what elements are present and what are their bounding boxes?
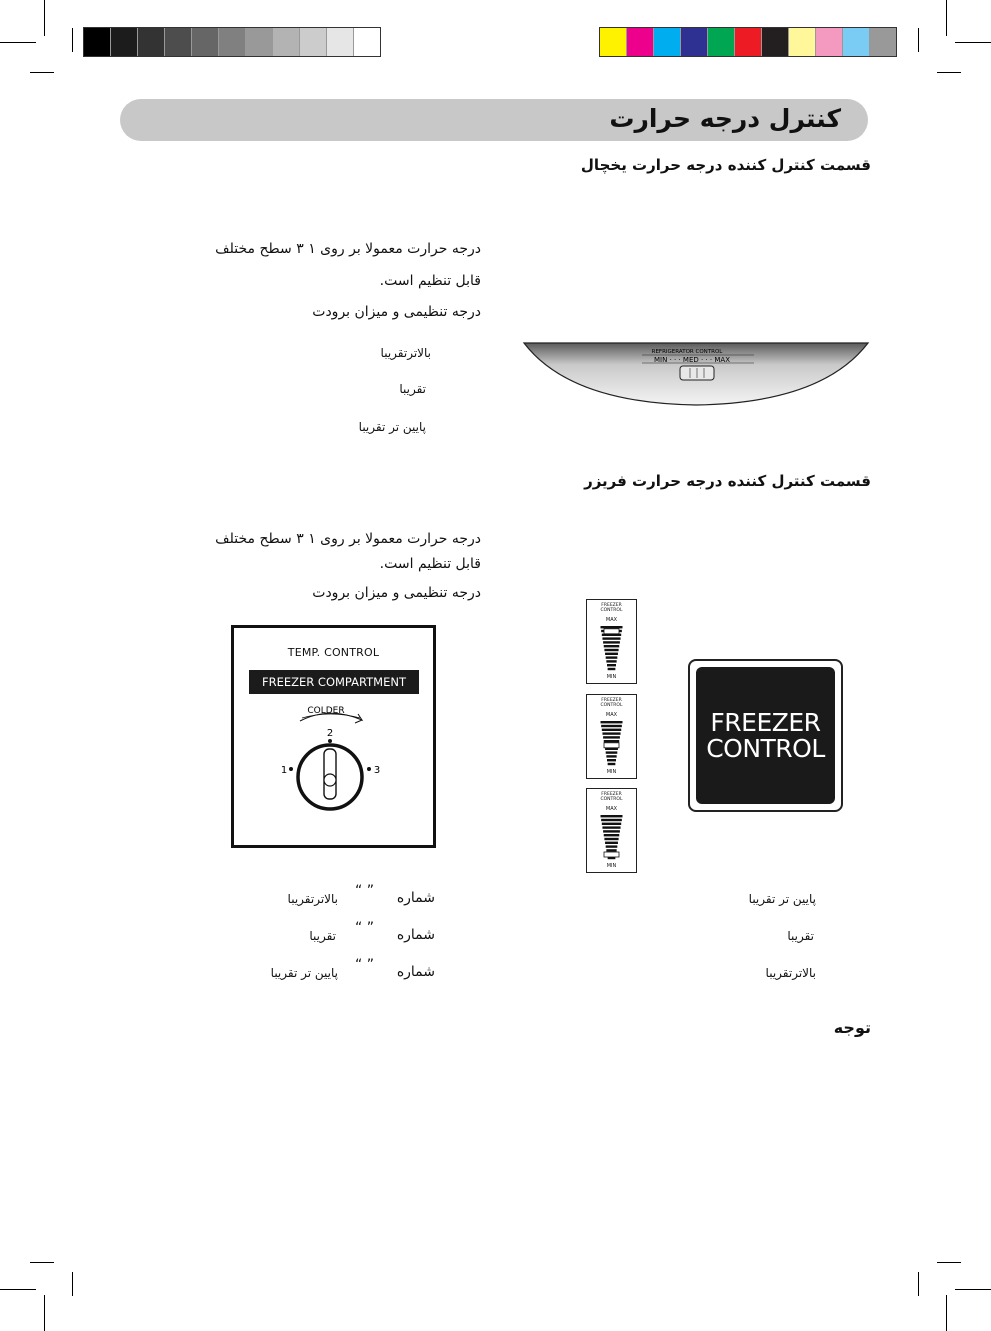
refrigerator-control-panel [522,341,870,407]
swatch [354,28,380,56]
fridge-text-line-3: درجه تنظیمی و میزان برودت [312,304,481,320]
dial-level-3-value: پایین تر تقریبا [270,966,338,980]
gauge-step [601,725,622,727]
gauge-min-label: MIN [606,674,617,680]
gauge-max-label: MAX [605,712,618,718]
grayscale-swatch-bar [83,27,381,57]
freezer-gauge-high [586,788,637,873]
swatch [84,28,111,56]
freezer-control-line-1: FREEZER [710,707,821,737]
fridge-text-line-1: درجه حرارت معمولا بر روی ۱ ۳ سطح مختلف [215,241,481,257]
gauge-step [602,823,621,825]
gauge-step [602,637,620,639]
gauge-min-label: MIN [606,863,617,869]
gauge-step [606,755,616,757]
gauge-knob [604,852,619,857]
freezer-control-line-2: CONTROL [706,733,825,763]
gauge-step [601,721,623,723]
gauge-step [604,834,620,836]
freezer-section-heading: قسمت کنترل کننده درجه حرارت فریزر [584,472,871,490]
swatch [735,28,762,56]
fridge-level-mid: تقریبا [399,382,426,396]
gauge-step [606,660,616,662]
dial-level-1-label: شماره [396,890,435,906]
freezer-compartment-label: FREEZER COMPARTMENT [249,670,419,694]
swatch [192,28,219,56]
dial-level-1-value: بالاترتقریبا [287,892,338,906]
swatch [246,28,273,56]
fridge-panel-scale: MIN · · · MED · · · MAX [654,356,730,364]
gauge-max-label: MAX [605,806,618,812]
dial-level-3-label: شماره [396,964,435,980]
gauge-step [601,819,622,821]
gauge-step [601,815,623,817]
gauge-title-2: CONTROL [600,703,623,708]
gauge-step [602,732,620,734]
gauge-step [605,653,618,655]
swatch [762,28,789,56]
gauge-step [604,645,620,647]
color-swatch-bar [599,27,897,57]
fridge-text-line-2: قابل تنظیم است. [379,273,481,289]
swatch [300,28,327,56]
swatch [219,28,246,56]
freezer-gauge-mid [586,694,637,779]
freezer-text-line-3: درجه تنظیمی و میزان برودت [312,585,481,601]
swatch [165,28,192,56]
gauge-title-1: FREEZER [601,603,622,608]
freezer-control-button[interactable] [688,659,843,812]
swatch [708,28,735,56]
fridge-section-heading: قسمت کنترل کننده درجه حرارت یخچال [580,156,871,174]
swatch [627,28,654,56]
fridge-level-low: پایین تر تقریبا [358,420,426,434]
gauge-step [607,759,616,761]
gauge-step [606,656,618,658]
fridge-level-high: بالاترتقریبا [380,346,431,360]
gauge-title-2: CONTROL [600,797,623,802]
swatch [654,28,681,56]
gauge-step [607,664,616,666]
gauge-level-mid: تقریبا [787,929,814,943]
dial-level-1-quote: “ ” [355,883,374,899]
colder-label: COLDER [307,706,345,716]
gauge-step [603,641,620,643]
gauge-step [608,668,616,670]
swatch [327,28,354,56]
swatch [111,28,138,56]
gauge-step [605,842,618,844]
gauge-min-label: MIN [606,769,617,775]
freezer-text-line-2: قابل تنظیم است. [379,556,481,572]
dial-level-2-label: شماره [396,927,435,943]
gauge-step [602,826,620,828]
swatch [843,28,870,56]
dial-mark-1: 1 [280,765,288,776]
gauge-step [602,729,621,731]
gauge-step [604,838,618,840]
gauge-step [601,626,623,628]
gauge-step [603,736,620,738]
temp-control-title: TEMP. CONTROL [287,646,380,659]
page-title: کنترل درجه حرارت [609,104,841,133]
gauge-level-high: بالاترتقریبا [765,966,816,980]
gauge-step [603,830,620,832]
dial-level-3-quote: “ ” [355,957,374,973]
dial-mark-3: 3 [373,765,381,776]
gauge-knob [604,743,619,748]
temp-control-dial-panel [231,625,436,848]
gauge-max-label: MAX [605,617,618,623]
dial-mark-2: 2 [326,728,334,739]
swatch [138,28,165,56]
swatch [789,28,816,56]
swatch [600,28,627,56]
gauge-title-1: FREEZER [601,698,622,703]
swatch [870,28,896,56]
freezer-text-line-1: درجه حرارت معمولا بر روی ۱ ۳ سطح مختلف [215,531,481,547]
gauge-step [606,845,618,847]
gauge-title-2: CONTROL [600,608,623,613]
dial-level-2-value: تقریبا [309,929,336,943]
dial-level-2-quote: “ ” [355,920,374,936]
gauge-step [606,751,618,753]
gauge-step [604,740,620,742]
swatch [273,28,300,56]
gauge-level-low: پایین تر تقریبا [748,892,816,906]
note-heading: توجه [833,1018,871,1037]
gauge-step [604,649,618,651]
freezer-gauge-low [586,599,637,684]
fridge-panel-title: REFRIGERATOR CONTROL [651,349,723,355]
gauge-knob [604,629,619,634]
gauge-title-1: FREEZER [601,792,622,797]
swatch [681,28,708,56]
gauge-step [606,849,616,851]
swatch [816,28,843,56]
gauge-step [608,763,616,765]
